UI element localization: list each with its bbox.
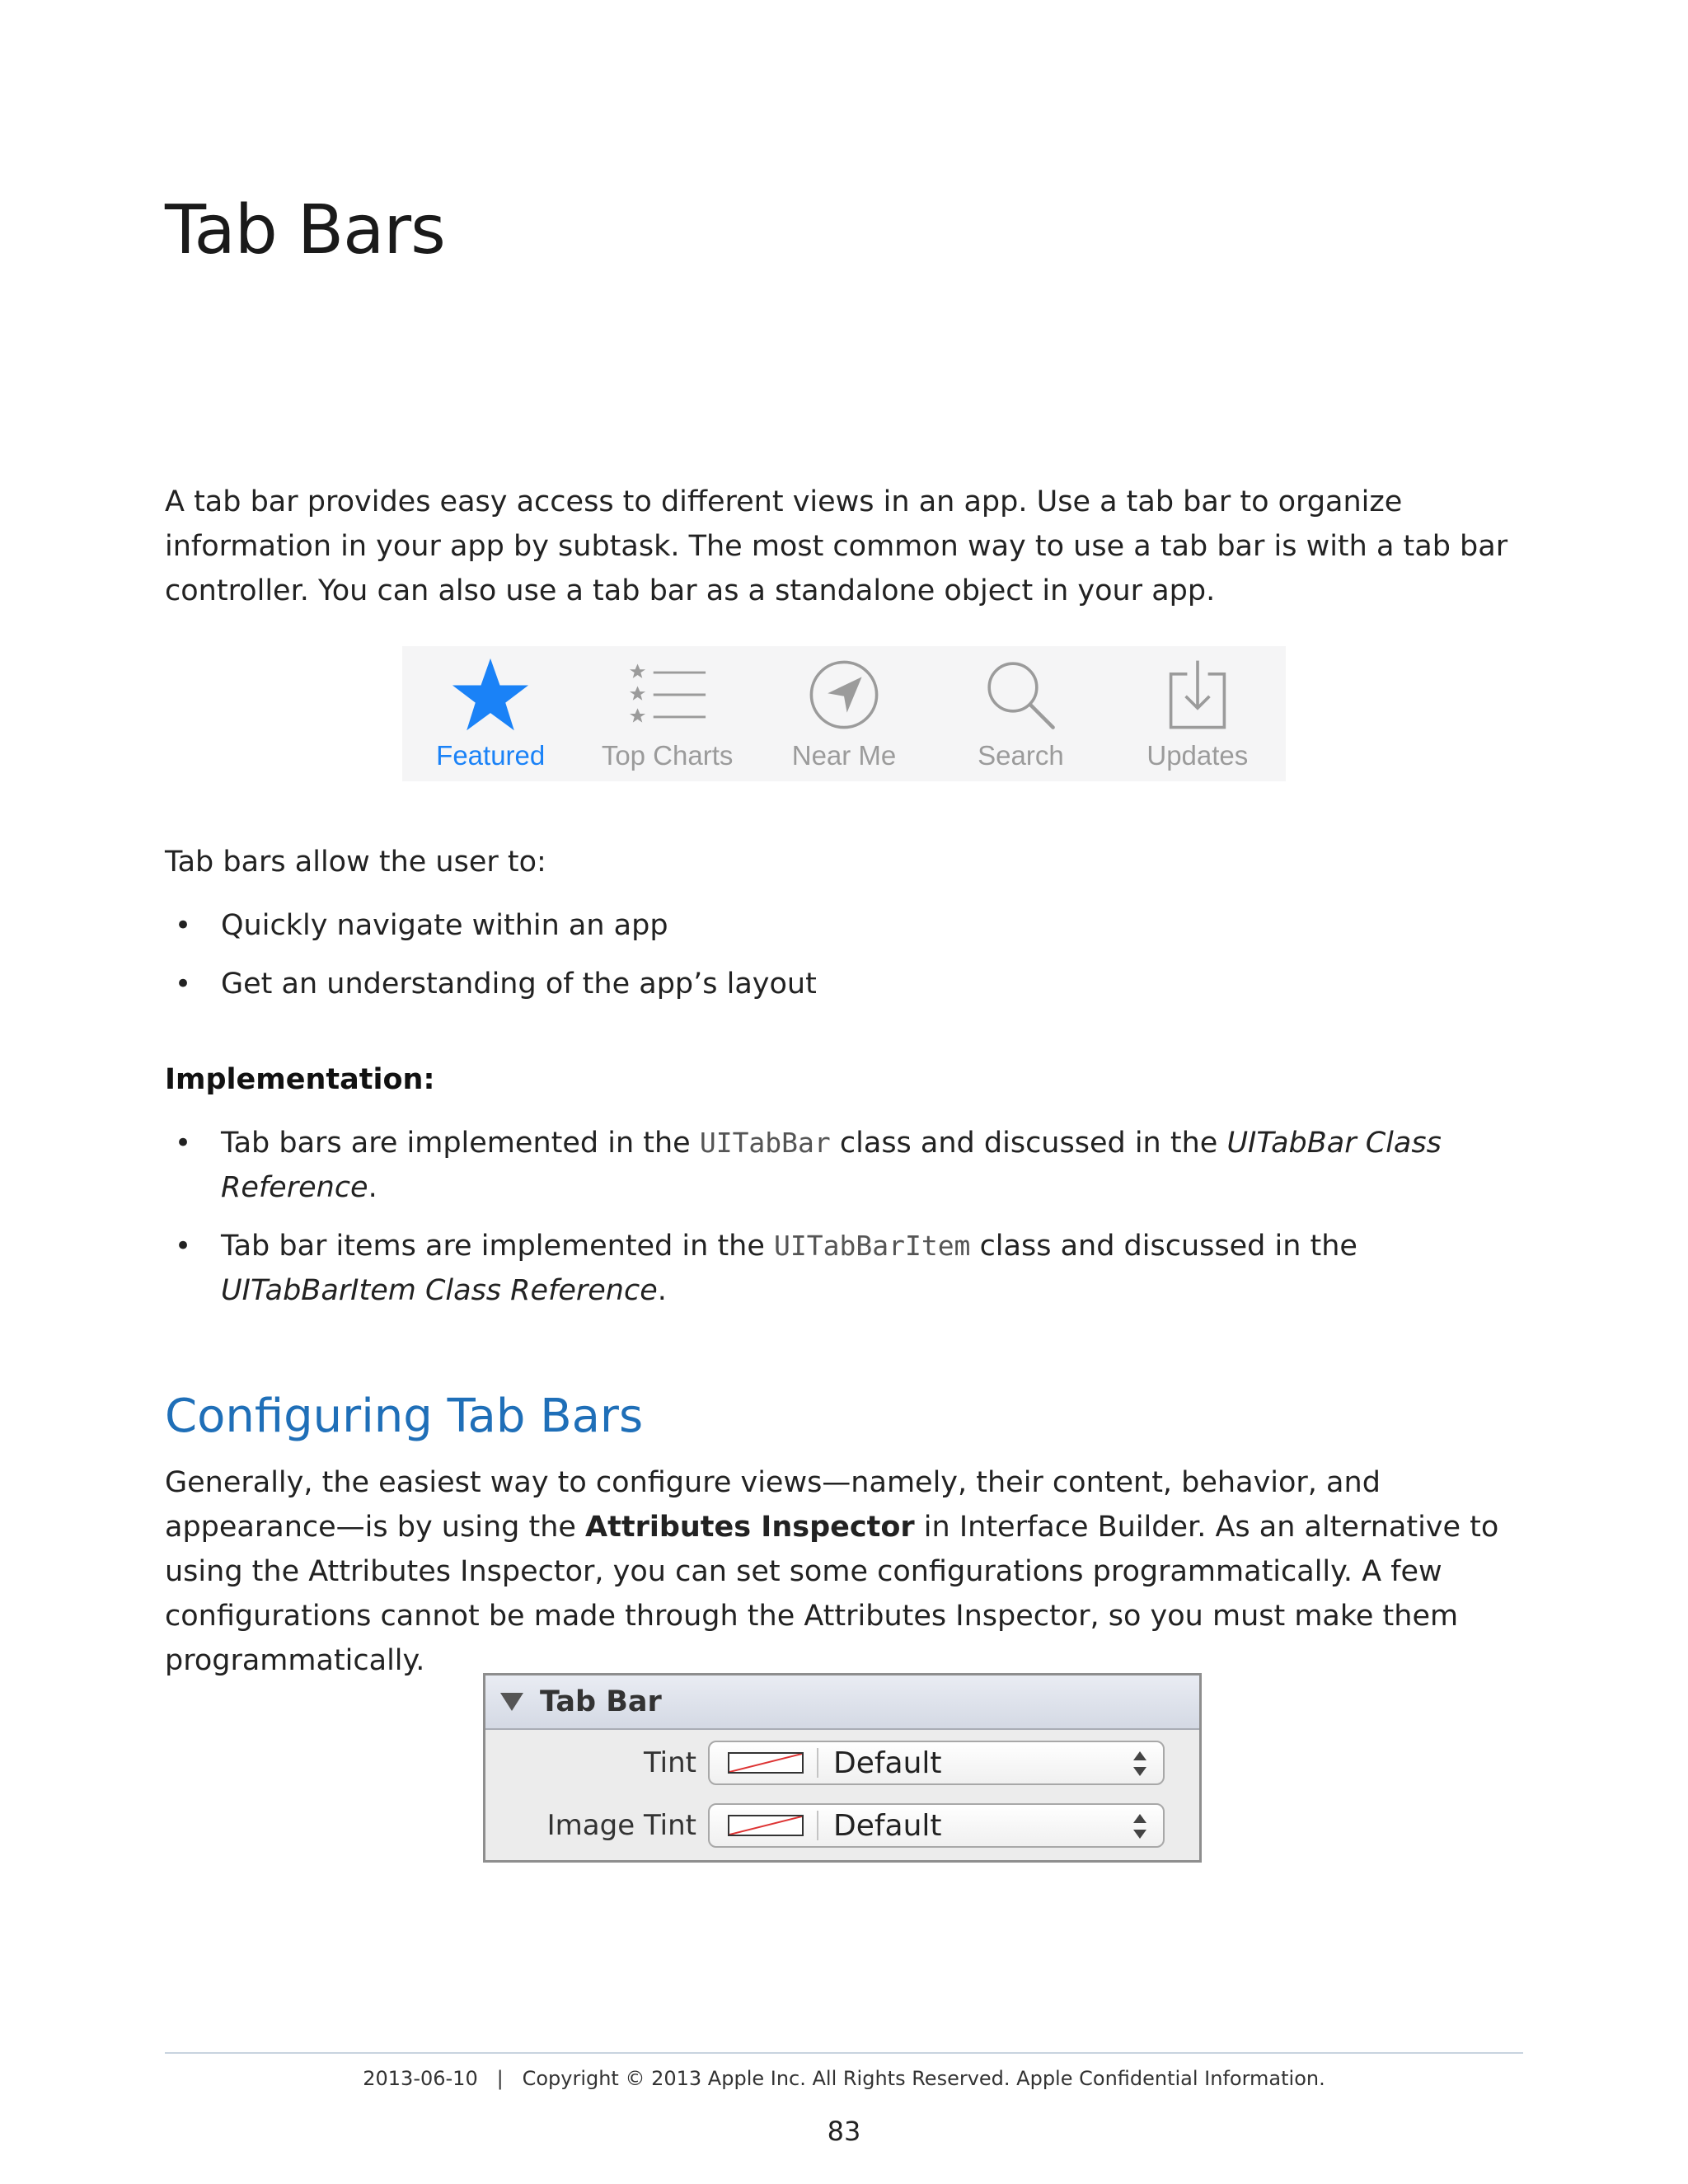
- class-reference-link[interactable]: UITabBar Class Reference: [221, 1127, 1442, 1204]
- download-tray-icon: [1165, 646, 1231, 743]
- tab-label: Near Me: [791, 740, 897, 771]
- inspector-header[interactable]: [485, 1675, 1199, 1730]
- configuring-paragraph: Generally, the easiest way to configure views—namely, their content, behavior, and appearance—is by using the Attributes Inspector in Interface Builder. As an alternative to using the Attributes Inspector, you can set some configurations programmatically. A few configurations cannot be made through the Attributes Inspector, so you must make them programmatically.: [165, 1466, 1499, 1677]
- select-divider: [817, 1748, 818, 1778]
- tab-top-charts[interactable]: [579, 646, 755, 781]
- intro-paragraph: A tab bar provides easy access to different views in an app. Use a tab bar to organize information in your app by subtask. The most common way to use a tab bar is with a tab bar controller. You can also use a tab bar as a standalone object in your app.: [165, 485, 1508, 607]
- allow-list: [165, 903, 1525, 1020]
- up-down-arrows-icon: [1132, 1750, 1148, 1781]
- page-title: Tab Bars: [165, 191, 445, 269]
- select-value: Default: [833, 1808, 942, 1843]
- ranked-list-icon: [628, 646, 707, 743]
- color-swatch-icon: [728, 1752, 804, 1774]
- magnifier-icon: [983, 646, 1057, 743]
- list-item: • Quickly navigate within an app: [165, 903, 1525, 948]
- tab-near-me[interactable]: [756, 646, 932, 781]
- select-value: Default: [833, 1746, 942, 1780]
- inspector-title: Tab Bar: [540, 1685, 662, 1718]
- attributes-inspector-panel: [483, 1673, 1202, 1863]
- footer-text: 2013-06-10 | Copyright © 2013 Apple Inc. All Rights Reserved. Apple Confidential Information.: [363, 2067, 1325, 2090]
- tab-label: Search: [978, 740, 1064, 771]
- implementation-list: [165, 1121, 1525, 1327]
- image-tint-select[interactable]: [708, 1803, 1165, 1848]
- page-number: 83: [827, 2116, 861, 2147]
- list-item: • Tab bar items are implemented in the UITabBarItem class and discussed in the UITabBarItem Class Reference.: [165, 1224, 1525, 1313]
- tab-featured[interactable]: [402, 646, 579, 781]
- select-divider: [817, 1811, 818, 1840]
- inspector-row-tint: [485, 1733, 1199, 1793]
- tab-label: Featured: [436, 740, 546, 771]
- field-label: Tint: [643, 1746, 696, 1779]
- up-down-arrows-icon: [1132, 1812, 1148, 1844]
- footer-rule: [165, 2052, 1523, 2054]
- list-item: • Get an understanding of the app’s layout: [165, 962, 1525, 1006]
- star-icon: [451, 646, 530, 743]
- tab-bar-figure: [402, 646, 1286, 781]
- tab-label: Top Charts: [601, 740, 734, 771]
- list-item: • Tab bars are implemented in the UITabBar class and discussed in the UITabBar Class Reference.: [165, 1121, 1525, 1210]
- field-label: Image Tint: [546, 1809, 696, 1842]
- class-name-code: UITabBarItem: [774, 1230, 971, 1262]
- attributes-inspector-term: Attributes Inspector: [585, 1511, 915, 1544]
- location-arrow-icon: [807, 646, 881, 743]
- inspector-row-image-tint: [485, 1796, 1199, 1855]
- allow-lead: Tab bars allow the user to:: [165, 846, 546, 879]
- tint-select[interactable]: [708, 1741, 1165, 1785]
- tab-label: Updates: [1146, 740, 1249, 771]
- tab-search[interactable]: [932, 646, 1109, 781]
- section-heading: Configuring Tab Bars: [165, 1390, 644, 1443]
- tab-updates[interactable]: [1109, 646, 1286, 781]
- class-reference-link[interactable]: UITabBarItem Class Reference: [221, 1274, 658, 1307]
- class-name-code: UITabBar: [699, 1127, 831, 1159]
- disclosure-triangle-icon[interactable]: [500, 1693, 523, 1711]
- color-swatch-icon: [728, 1815, 804, 1836]
- implementation-heading: Implementation:: [165, 1063, 435, 1096]
